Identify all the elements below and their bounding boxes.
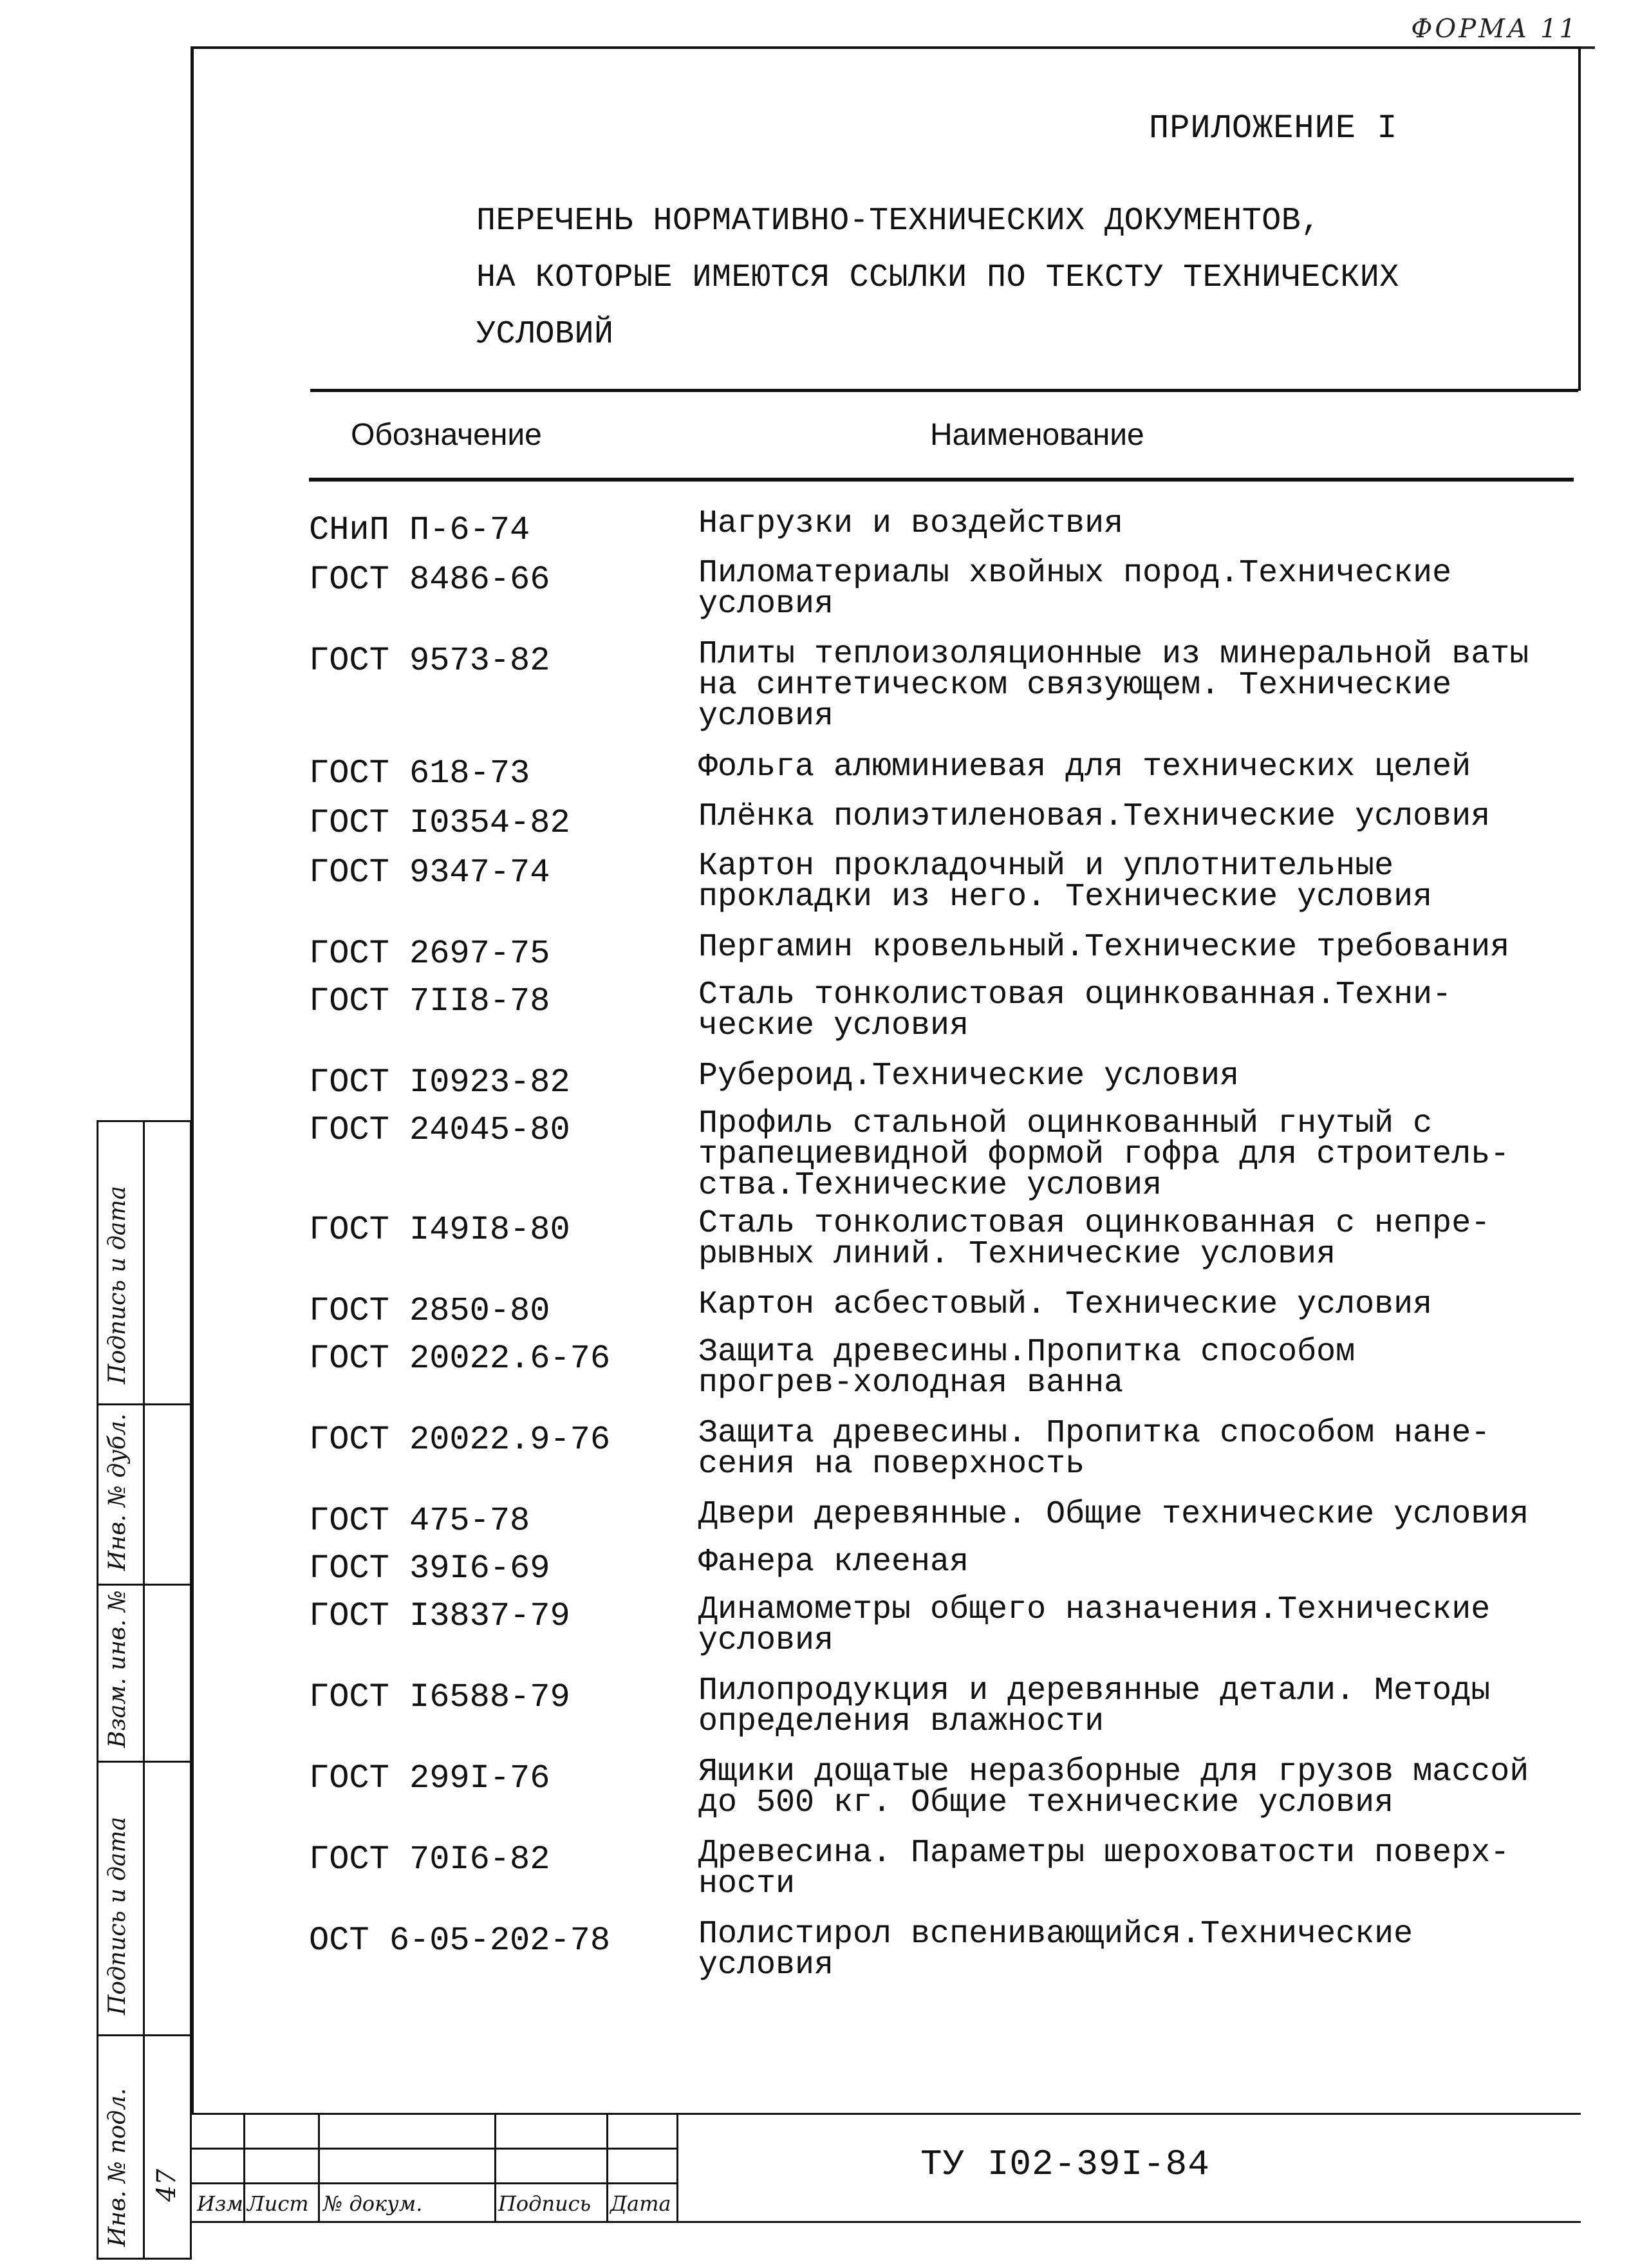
margin-stamp-separator [97, 2034, 192, 2036]
document-name: Нагрузки и воздействия [698, 505, 1124, 542]
document-list [309, 505, 1570, 2000]
document-code: ГОСТ 7II8-78 [309, 982, 550, 1020]
frame-top-border [191, 46, 1581, 49]
document-name: Картон асбестовый. Технические условия [698, 1286, 1433, 1323]
list-item [309, 1286, 1570, 1337]
title-block-row-rule [191, 2148, 676, 2150]
title-block-label-date: Дата [610, 2191, 671, 2216]
list-item [309, 798, 1570, 851]
document-name: Плиты теплоизоляционные из минеральной ваты на синтетическом связующем. Технические условия [698, 636, 1529, 735]
list-item [309, 1334, 1570, 1418]
document-name: Защита древесины.Пропитка способом прогрев-холодная ванна [698, 1334, 1356, 1401]
form-label: ФОРМА 11 [1411, 14, 1578, 44]
title-block-label-sheet: Лист [247, 2191, 309, 2216]
document-name: Полистирол вспенивающийся.Технические условия [698, 1916, 1413, 1983]
document-name: Плёнка полиэтиленовая.Технические условия [698, 798, 1491, 835]
list-item [309, 1415, 1570, 1499]
document-code: ГОСТ I0354-82 [309, 804, 570, 842]
title-block-column-rule [318, 2113, 320, 2223]
document-name: Пиломатериалы хвойных пород.Технические условия [698, 555, 1452, 623]
stamp-label-original-number: Инв. № подл. [104, 2088, 131, 2247]
document-name: Картон прокладочный и уплотнительные прокладки из него. Технические условия [698, 848, 1433, 915]
stamp-handwritten-number: 47 [152, 2169, 182, 2202]
document-code: ГОСТ I49I8-80 [309, 1211, 570, 1249]
list-item [309, 1673, 1570, 1757]
list-item [309, 848, 1570, 932]
document-name: Фольга алюминиевая для технических целей [698, 749, 1471, 785]
title-block-bottom-rule [191, 2221, 1581, 2223]
document-code: ГОСТ 39I6-69 [309, 1550, 550, 1588]
title-block-column-rule [243, 2113, 245, 2223]
document-name: Фанера клееная [698, 1544, 969, 1580]
title-block-column-rule [606, 2113, 608, 2223]
document-code: ГОСТ I0923-82 [309, 1064, 570, 1101]
margin-stamp-separator [97, 1403, 192, 1405]
list-item [309, 1544, 1570, 1595]
column-header-designation: Обозначение [351, 418, 542, 452]
document-name: Рубероид.Технические условия [698, 1058, 1240, 1094]
list-item [309, 1058, 1570, 1109]
list-item [309, 1105, 1570, 1208]
stamp-label-signature-date-2: Подпись и дата [104, 1817, 131, 2015]
list-item [309, 977, 1570, 1061]
document-code: ГОСТ 618-73 [309, 754, 530, 792]
list-item [309, 929, 1570, 980]
title-block-label-signature: Подпись [498, 2191, 592, 2216]
margin-stamp-divider [143, 1120, 145, 2260]
document-code: ГОСТ 2697-75 [309, 935, 550, 973]
stamp-label-duplicate-number: Инв. № дубл. [104, 1413, 131, 1571]
title-block-column-rule [494, 2113, 496, 2223]
title-block-top-rule [191, 2113, 1581, 2115]
frame-right-border [1578, 46, 1581, 391]
title-block-label-document-number: № докум. [323, 2191, 423, 2216]
document-code: ГОСТ 299I-76 [309, 1759, 550, 1797]
document-code: ГОСТ 20022.9-76 [309, 1421, 611, 1459]
document-name: Сталь тонколистовая оцинкованная с непре- рывных линий. Технические условия [698, 1205, 1491, 1273]
title-block-row-rule [191, 2182, 676, 2184]
document-code: ГОСТ 70I6-82 [309, 1841, 550, 1879]
margin-stamp-separator [97, 1584, 192, 1586]
list-item [309, 749, 1570, 801]
list-item [309, 1754, 1570, 1838]
document-title: ПЕРЕЧЕНЬ НОРМАТИВНО-ТЕХНИЧЕСКИХ ДОКУМЕНТОВ, НА КОТОРЫЕ ИМЕЮТСЯ ССЫЛКИ ПО ТЕКСТУ ТЕХНИЧЕСКИХ УСЛОВИЙ [476, 203, 1399, 353]
document-code: ГОСТ I3837-79 [309, 1597, 570, 1635]
list-item [309, 505, 1570, 558]
document-code: ГОСТ 475-78 [309, 1502, 530, 1540]
title-block-label-change: Изм [197, 2191, 243, 2216]
list-item [309, 1916, 1570, 2000]
margin-stamp-separator [97, 1761, 192, 1763]
table-header-rule [309, 478, 1574, 482]
list-item [309, 1496, 1570, 1547]
document-name: Двери деревянные. Общие технические условия [698, 1496, 1529, 1533]
table-top-rule [310, 389, 1578, 392]
document-name: Сталь тонколистовая оцинкованная.Техни- ческие условия [698, 977, 1452, 1044]
document-name: Ящики дощатые неразборные для грузов массой до 500 кг. Общие технические условия [698, 1754, 1529, 1821]
document-code: ГОСТ 20022.6-76 [309, 1340, 611, 1378]
document-code: ГОСТ I6588-79 [309, 1678, 570, 1716]
document-name: Профиль стальной оцинкованный гнутый с трапециевидной формой гофра для строитель- ства.Технические условия [698, 1105, 1510, 1204]
document-code: ГОСТ 9573-82 [309, 642, 550, 680]
document-code: ГОСТ 8486-66 [309, 561, 550, 599]
document-code: ГОСТ 2850-80 [309, 1292, 550, 1330]
document-name: Пергамин кровельный.Технические требования [698, 929, 1510, 966]
document-designation-code: ТУ I02-39I-84 [920, 2144, 1210, 2185]
document-code: ОСТ 6-05-202-78 [309, 1922, 611, 1960]
document-code: ГОСТ 9347-74 [309, 854, 550, 892]
document-name: Пилопродукция и деревянные детали. Методы определения влажности [698, 1673, 1491, 1740]
column-header-name: Наименование [930, 418, 1144, 452]
list-item [309, 636, 1570, 752]
stamp-label-replacement-number: Взам. инв. № [104, 1589, 131, 1748]
title-block-column-rule [676, 2113, 678, 2223]
list-item [309, 1205, 1570, 1289]
list-item [309, 555, 1570, 639]
document-name: Древесина. Параметры шероховатости поверх- ности [698, 1835, 1510, 1902]
stamp-label-signature-date: Подпись и дата [104, 1186, 131, 1384]
list-item [309, 1591, 1570, 1676]
document-code: СНиП П-6-74 [309, 511, 530, 549]
document-name: Динамометры общего назначения.Технические условия [698, 1591, 1491, 1659]
document-code: ГОСТ 24045-80 [309, 1111, 570, 1149]
list-item [309, 1835, 1570, 1919]
appendix-label: ПРИЛОЖЕНИЕ I [1149, 109, 1398, 147]
document-name: Защита древесины. Пропитка способом нане- сения на поверхность [698, 1415, 1491, 1483]
